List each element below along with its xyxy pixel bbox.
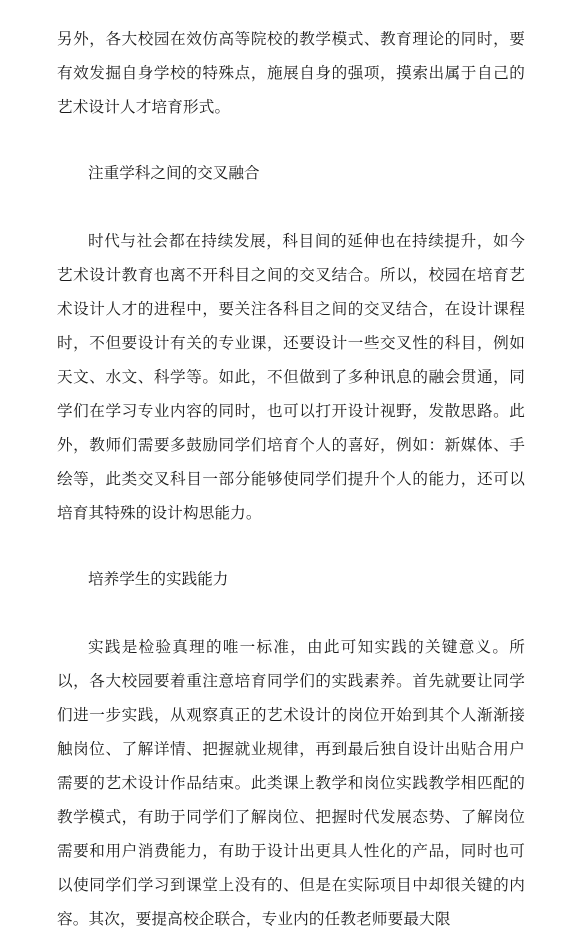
document-page: [57, 22, 525, 936]
paragraph-practice: 实践是检验真理的唯一标准，由此可知实践的关键意义。所以，各大校园要着重注意培育同学们的实践素养。首先就要让同学们进一步实践，从观察真正的艺术设计的岗位开始到其个人渐渐接触岗位、了解详情、把握就业规律，再到最后独自设计出贴合用户需要的艺术设计作品结束。此类课上教学和岗位实践教学相匹配的教学模式，有助于同学们了解岗位、把握时代发展态势、了解岗位需要和用户消费能力，有助于设计出更具人性化的产品，同时也可以使同学们学习到课堂上没有的、但是在实际项目中却很关键的内容。其次，要提高校企联合，专业内的任教老师要最大限: [57, 638, 525, 928]
spacer: [57, 124, 525, 156]
paragraph-intro: 另外，各大校园在效仿高等院校的教学模式、教育理论的同时，要有效发掘自身学校的特殊点，施展自身的强项，摸索出属于自己的艺术设计人才培育形式。: [57, 30, 525, 116]
paragraph-interdisciplinary: 时代与社会都在持续发展，科目间的延伸也在持续提升，如今艺术设计教育也离不开科目之间的交叉结合。所以，校园在培育艺术设计人才的进程中，要关注各科目之间的交叉结合，在设计课程时，不但要设计有关的专业课，还要设计一些交叉性的科目，例如天文、水文、科学等。如此，不但做到了多种讯息的融会贯通，同学们在学习专业内容的同时，也可以打开设计视野，发散思路。此外，教师们需要多鼓励同学们培育个人的喜好，例如：新媒体、手绘等，此类交叉科目一部分能够使同学们提升个人的能力，还可以培育其特殊的设计构思能力。: [57, 232, 525, 522]
spacer: [57, 190, 525, 224]
section-heading-interdisciplinary: 注重学科之间的交叉融合: [88, 164, 260, 182]
spacer: [57, 596, 525, 630]
spacer: [57, 530, 525, 562]
section-heading-practice: 培养学生的实践能力: [88, 570, 229, 588]
